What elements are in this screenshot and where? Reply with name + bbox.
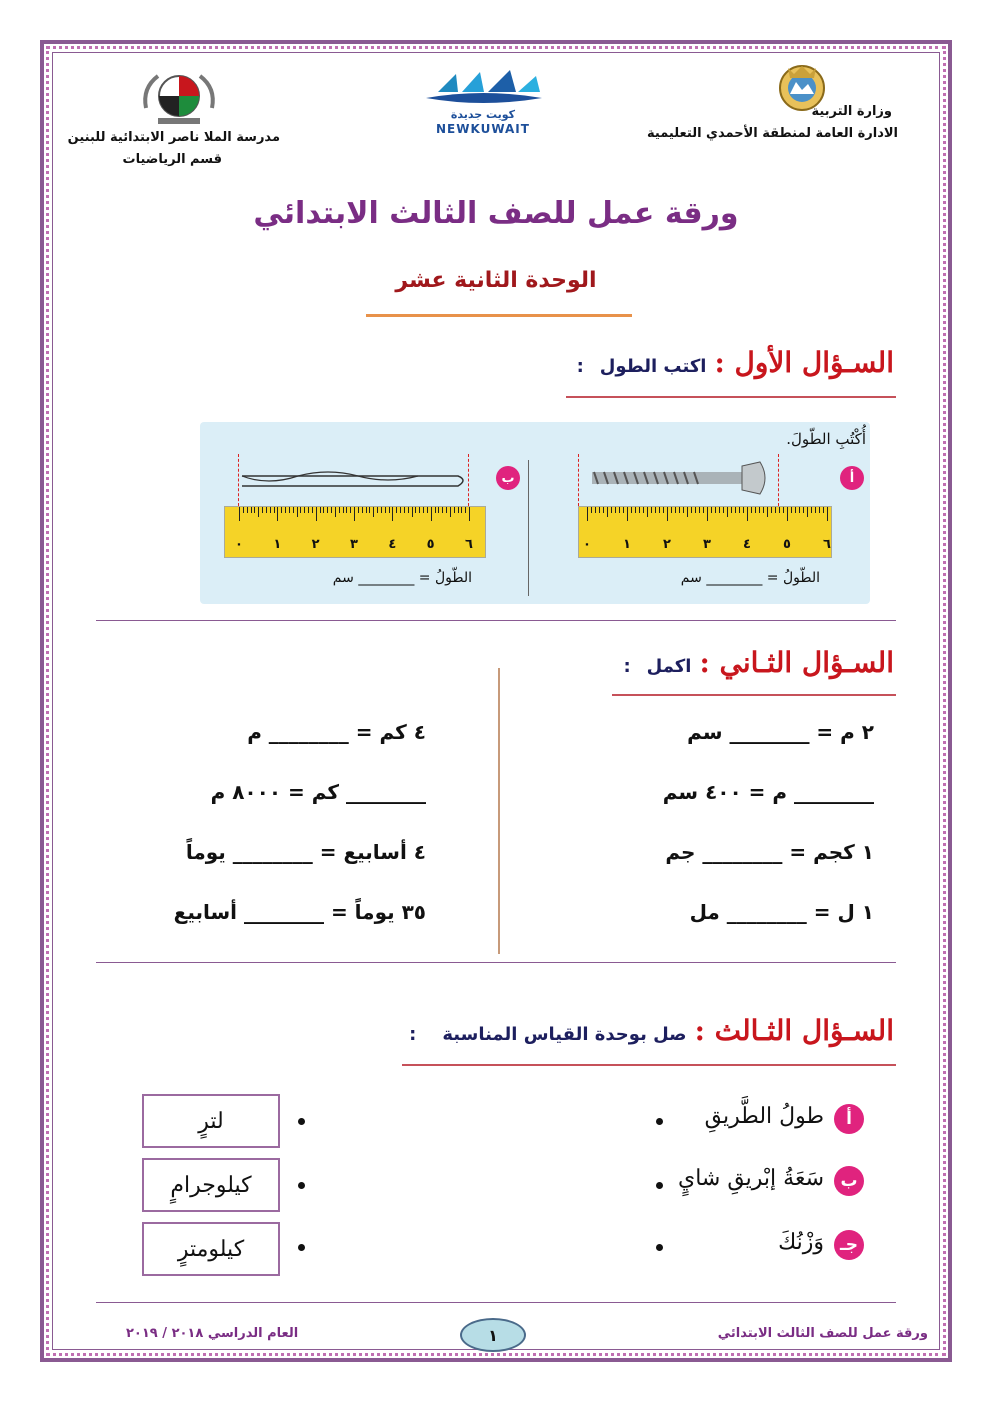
ruler-tick	[591, 507, 592, 513]
q2-right-item-4[interactable]: ١ ل = ________ مل	[689, 900, 874, 924]
ruler-tick	[243, 507, 244, 513]
ruler-tick	[599, 507, 600, 513]
q1-b-marker-start	[238, 454, 239, 506]
ruler-tick	[377, 507, 378, 513]
ruler-tick	[771, 507, 772, 513]
ruler-tick	[707, 507, 708, 521]
ruler-tick	[362, 507, 363, 513]
q1-ruler-a-ticks	[587, 507, 827, 521]
school-line2: قسم الرياضيات	[122, 152, 222, 167]
q1-b-blank[interactable]: ________	[358, 570, 415, 586]
q3-unit-1-box: لترٍ	[142, 1094, 280, 1148]
ruler-tick	[331, 507, 332, 513]
q2-instruction: اكمل	[646, 656, 692, 677]
q3-item-1-letter: أ	[834, 1104, 864, 1134]
q1-ruler-b	[224, 506, 486, 558]
ruler-tick	[735, 507, 736, 513]
q1-ruler-a	[578, 506, 832, 558]
q2-left-item-1[interactable]: ٤ كم = ________ م	[247, 720, 426, 744]
ruler-tick	[297, 507, 298, 517]
ruler-tick	[369, 507, 370, 513]
ruler-tick	[719, 507, 720, 513]
ruler-tick	[791, 507, 792, 513]
q2-colon: :	[623, 656, 631, 677]
ministry-line2: الادارة العامة لمنطقة الأحمدي التعليمية	[647, 126, 898, 141]
ruler-tick	[358, 507, 359, 513]
q3-item-3-dot[interactable]	[656, 1244, 663, 1251]
ruler-number: ٥	[783, 537, 791, 552]
ruler-number: ٢	[311, 537, 320, 552]
ruler-tick	[312, 507, 313, 513]
q3-item-2-letter: ب	[834, 1166, 864, 1196]
ruler-tick	[323, 507, 324, 513]
q1-b-marker-end	[468, 454, 469, 506]
ruler-tick	[667, 507, 668, 521]
q3-item-3-text: وَزْنُكَ	[778, 1230, 824, 1255]
ruler-tick	[795, 507, 796, 513]
ruler-tick	[823, 507, 824, 513]
q3-heading	[409, 1014, 894, 1047]
ruler-tick	[699, 507, 700, 513]
ruler-tick	[775, 507, 776, 513]
q2-left-item-3[interactable]: ٤ أسابيع = ________ يوماً	[185, 840, 426, 864]
q1-instruction: اكتب الطول	[599, 356, 707, 377]
ruler-tick	[446, 507, 447, 513]
q1-panel	[200, 422, 870, 604]
ruler-tick	[811, 507, 812, 513]
q1-a-marker-end	[778, 454, 779, 506]
q3-unit-2-dot[interactable]	[298, 1182, 305, 1189]
q3-unit-2-box: كيلوجرامٍ	[142, 1158, 280, 1212]
ruler-tick	[803, 507, 804, 513]
ruler-tick	[293, 507, 294, 513]
q1-b-length-label: الطّولُ =	[418, 570, 472, 586]
q1-panel-divider	[528, 460, 529, 596]
ruler-tick	[458, 507, 459, 513]
ruler-number: ٥	[426, 537, 435, 552]
ruler-tick	[635, 507, 636, 513]
q3-item-1-dot[interactable]	[656, 1118, 663, 1125]
q2-right-item-1[interactable]: ٢ م = ________ سم	[687, 720, 874, 744]
ruler-tick	[277, 507, 278, 521]
ruler-number: ٤	[388, 537, 397, 552]
q3-item-2-dot[interactable]	[656, 1182, 663, 1189]
ruler-tick	[683, 507, 684, 513]
ruler-tick	[412, 507, 413, 517]
ruler-number: ٤	[743, 537, 751, 552]
ruler-tick	[639, 507, 640, 513]
ruler-tick	[354, 507, 355, 521]
ruler-tick	[392, 507, 393, 521]
ruler-tick	[435, 507, 436, 513]
ruler-tick	[423, 507, 424, 513]
ruler-tick	[787, 507, 788, 521]
ruler-tick	[327, 507, 328, 513]
q1-a-blank[interactable]: ________	[706, 570, 763, 586]
q3-colon: :	[409, 1024, 417, 1045]
ruler-tick	[799, 507, 800, 513]
school-line1: مدرسة الملا ناصر الابتدائية للبنين	[67, 130, 280, 145]
ruler-tick	[711, 507, 712, 513]
q3-unit-3-dot[interactable]	[298, 1244, 305, 1251]
ruler-number: ٠	[583, 537, 591, 552]
ruler-tick	[647, 507, 648, 517]
q2-heading	[623, 646, 894, 679]
ruler-tick	[431, 507, 432, 521]
ruler-tick	[663, 507, 664, 513]
logo-text-en: NEWKUWAIT	[436, 122, 530, 136]
page-subtitle: الوحدة الثانية عشر	[395, 268, 597, 293]
ruler-tick	[659, 507, 660, 513]
ruler-tick	[251, 507, 252, 513]
ruler-tick	[607, 507, 608, 517]
ruler-tick	[335, 507, 336, 517]
ruler-tick	[274, 507, 275, 513]
q2-right-item-2[interactable]: ________ م = ٤٠٠ سم	[662, 780, 874, 804]
ruler-tick	[454, 507, 455, 513]
ruler-tick	[389, 507, 390, 513]
ruler-tick	[631, 507, 632, 513]
ruler-tick	[281, 507, 282, 513]
ruler-tick	[587, 507, 588, 521]
q2-left-item-2[interactable]: ________ كم = ٨٠٠٠ م	[210, 780, 426, 804]
hairpin-icon	[238, 466, 470, 496]
ruler-number: ٠	[235, 537, 243, 552]
ruler-tick	[743, 507, 744, 513]
ruler-tick	[715, 507, 716, 513]
ruler-tick	[308, 507, 309, 513]
ruler-tick	[783, 507, 784, 513]
ruler-tick	[450, 507, 451, 517]
ruler-number: ٦	[465, 537, 473, 552]
ruler-tick	[373, 507, 374, 517]
ruler-tick	[747, 507, 748, 521]
page-border-inner	[52, 52, 940, 1350]
screw-icon	[588, 460, 778, 496]
ruler-tick	[381, 507, 382, 513]
ruler-tick	[619, 507, 620, 513]
school-emblem-icon	[138, 68, 220, 128]
ruler-tick	[465, 507, 466, 513]
ruler-tick	[438, 507, 439, 513]
ruler-tick	[385, 507, 386, 513]
ruler-tick	[603, 507, 604, 513]
ruler-tick	[408, 507, 409, 513]
ruler-tick	[415, 507, 416, 513]
ruler-tick	[623, 507, 624, 513]
ruler-tick	[396, 507, 397, 513]
q1-b-unit: سم	[332, 570, 354, 586]
ruler-tick	[469, 507, 470, 521]
q3-label: السـؤال الثـالث :	[694, 1014, 894, 1047]
ruler-tick	[703, 507, 704, 513]
ruler-tick	[655, 507, 656, 513]
q3-unit-3-box: كيلومترٍ	[142, 1222, 280, 1276]
q1-ruler-b-ticks	[239, 507, 469, 521]
ruler-tick	[262, 507, 263, 513]
ruler-tick	[759, 507, 760, 513]
ruler-tick	[819, 507, 820, 513]
ruler-tick	[727, 507, 728, 517]
ruler-tick	[258, 507, 259, 517]
q1-underline	[566, 396, 896, 398]
q1-a-length-label: الطّولُ =	[766, 570, 820, 586]
q3-item-3-letter: جـ	[834, 1230, 864, 1260]
ruler-tick	[739, 507, 740, 513]
ruler-tick	[755, 507, 756, 513]
ruler-tick	[461, 507, 462, 513]
ruler-tick	[627, 507, 628, 521]
q1-panel-heading: أُكْتُبِ الطّولَ.	[786, 430, 866, 448]
q1-ruler-a-numbers	[579, 537, 831, 555]
q3-item-2-text: سَعَةُ إبْريقِ شايٍ	[677, 1166, 824, 1191]
ruler-tick	[751, 507, 752, 513]
q1-heading	[577, 346, 894, 379]
q3-instruction: صل بوحدة القياس المناسبة	[442, 1024, 687, 1045]
ruler-tick	[643, 507, 644, 513]
ruler-tick	[671, 507, 672, 513]
q2-left-item-4[interactable]: ٣٥ يوماً = ________ أسابيع	[173, 900, 426, 924]
ruler-tick	[247, 507, 248, 513]
subtitle-underline	[366, 314, 632, 317]
ruler-tick	[767, 507, 768, 517]
ruler-number: ١	[623, 537, 631, 552]
ruler-tick	[266, 507, 267, 513]
ruler-tick	[346, 507, 347, 513]
footer-academic-year: العام الدراسي ٢٠١٨ / ٢٠١٩	[126, 1326, 299, 1341]
ruler-number: ١	[273, 537, 282, 552]
ruler-tick	[691, 507, 692, 513]
ruler-tick	[339, 507, 340, 513]
ruler-tick	[687, 507, 688, 517]
ruler-tick	[595, 507, 596, 513]
ruler-number: ٦	[823, 537, 831, 552]
q1-a-marker-start	[578, 454, 579, 506]
footer-title: ورقة عمل للصف الثالث الابتدائي	[717, 1326, 928, 1341]
ruler-tick	[366, 507, 367, 513]
ruler-tick	[679, 507, 680, 513]
ruler-tick	[270, 507, 271, 513]
q1-colon: :	[576, 356, 584, 377]
q3-underline	[402, 1064, 896, 1066]
ruler-tick	[763, 507, 764, 513]
ruler-tick	[807, 507, 808, 517]
q2-label: السـؤال الثـاني :	[699, 646, 894, 679]
q2-underline	[612, 694, 896, 696]
ruler-tick	[285, 507, 286, 513]
q1-item-b-letter: ب	[496, 466, 520, 490]
ruler-tick	[316, 507, 317, 521]
q2-right-item-3[interactable]: ١ كجم = ________ جم	[665, 840, 874, 864]
q2-column-divider	[498, 668, 500, 954]
ruler-tick	[254, 507, 255, 513]
ruler-tick	[815, 507, 816, 513]
ruler-tick	[442, 507, 443, 513]
ruler-number: ٢	[663, 537, 671, 552]
ruler-tick	[400, 507, 401, 513]
q1-ruler-b-numbers	[231, 537, 477, 555]
q1-item-a-letter: أ	[840, 466, 864, 490]
section-divider-1	[96, 620, 896, 621]
ruler-tick	[731, 507, 732, 513]
page-number: ١	[460, 1318, 526, 1352]
ruler-tick	[343, 507, 344, 513]
ruler-tick	[304, 507, 305, 513]
ruler-tick	[675, 507, 676, 513]
q1-b-answer-line	[333, 570, 472, 586]
ruler-tick	[611, 507, 612, 513]
ruler-tick	[651, 507, 652, 513]
footer-divider	[96, 1302, 896, 1303]
ruler-tick	[427, 507, 428, 513]
ministry-line1: وزارة التربية	[811, 104, 892, 119]
ruler-tick	[350, 507, 351, 513]
ruler-tick	[289, 507, 290, 513]
q3-item-1-text: طولُ الطَّريقِ	[704, 1104, 824, 1129]
page-title: ورقة عمل للصف الثالث الابتدائي	[253, 196, 739, 231]
q1-a-answer-line	[681, 570, 820, 586]
ruler-tick	[419, 507, 420, 513]
ruler-tick	[615, 507, 616, 513]
q3-unit-1-dot[interactable]	[298, 1118, 305, 1125]
ruler-tick	[404, 507, 405, 513]
ruler-tick	[239, 507, 240, 521]
section-divider-2	[96, 962, 896, 963]
q1-a-unit: سم	[680, 570, 702, 586]
ruler-tick	[320, 507, 321, 513]
ruler-tick	[300, 507, 301, 513]
ruler-tick	[827, 507, 828, 521]
ruler-tick	[723, 507, 724, 513]
ruler-number: ٣	[350, 537, 358, 552]
ruler-number: ٣	[703, 537, 711, 552]
q1-label: السـؤال الأول :	[714, 346, 894, 379]
ruler-tick	[779, 507, 780, 513]
ruler-tick	[695, 507, 696, 513]
logo-text-ar: كويت جديدة	[450, 108, 516, 121]
